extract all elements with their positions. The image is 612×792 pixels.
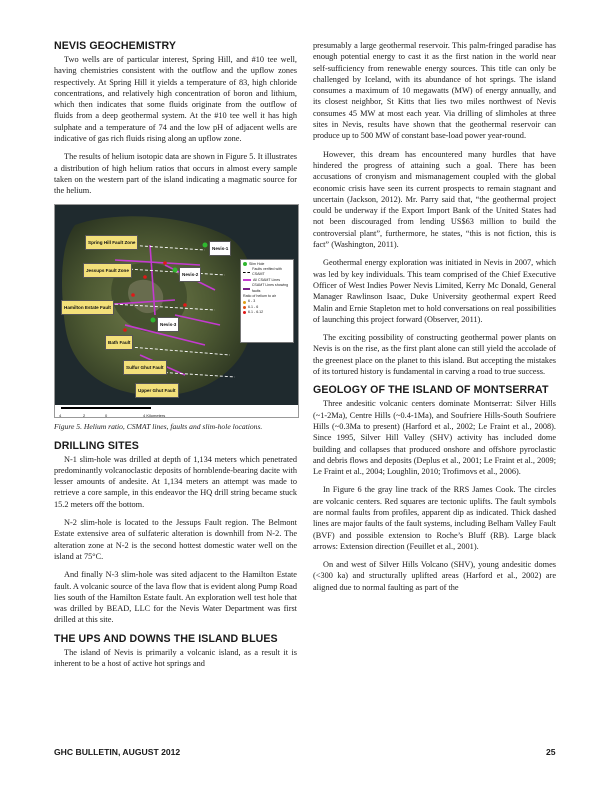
paragraph: Geothermal energy exploration was initiated in Nevis in 2007, which was led by key individuals. This team comprised of the Chief Executive Officer of West Indies Power Nevis Limited, Kerry Mc Donald, General Manager Rawlinson Isaac, Duke University geothermal expert Reed Malin and Ernie Stapleton met to hold conversations on real possibilities of launching this project forward (Observer, 2011). [313, 258, 556, 324]
label-spring-hill-fault-zone: Spring Hill Fault Zone [85, 235, 138, 250]
paragraph: Two wells are of particular interest, Spring Hill, and #10 tee well, having chemistries consistent with the outflow and the upflow zones respectively. At Spring Hill it yields a temperature of 83, high chloride concentrations, and relatively high concentration of boron and lithium, which then indicates that some fluids originate from the outflow of fluids from a deep geothermal system. At the #10 tee well it has high sulphate and a temperature of 74 and the low pH of adjacent wells are indicative of gas rich fluids rising along an upflow zone. [54, 55, 297, 144]
right-column [313, 40, 556, 600]
legend-item: Slim Hole [243, 262, 291, 267]
paragraph: N-1 slim-hole was drilled at depth of 1,134 meters which penetrated predominantly volcanoclastic deposits of hornblende-bearing dacite with lesser amounts of andesite. At 1,134 meters an attempt was made to retrieve a core sample, in this endeavor the HQ drill string became stuck 15.2 meters off the bottom. [54, 454, 297, 509]
paragraph: In Figure 6 the gray line track of the RRS James Cook. The circles are volcanic centers. Red squares are tectonic uplifts. The fault symbols are normal faults from profiles, apparent dip as indicated. Thick dashed lines are major faults of the fault systems, including Belham Valley Fault (BVF) and possible extension to Roche’s Bluff (RB). Large black arrows: Extension direction (Feuillet et al., 2001). [313, 485, 556, 551]
map-legend [240, 259, 294, 343]
map-scale-bar: 4 2 0 4 Kilometers [55, 405, 298, 417]
paragraph: And finally N-3 slim-hole was sited adjacent to the Hamilton Estate fault. A volcanic source of the lava flow that is evident along Pump Road lies south of the Hamilton Estate fault. An exploration well test hole that was drilled by BEAD, LLC for the Nevis Water Department was first drilled at this site. [54, 570, 297, 625]
page-number: 25 [546, 747, 556, 757]
left-column [54, 40, 297, 676]
legend-item: Ratio of helium to air [243, 294, 276, 298]
heading-geology-montserrat: GEOLOGY OF THE ISLAND OF MONTSERRAT [313, 384, 549, 397]
label-well-n1: Nevis-1 [209, 241, 231, 256]
figure-caption: Figure 5. Helium ratio, CSMAT lines, faults and slim-hole locations. [54, 421, 263, 431]
heading-nevis-geochemistry: NEVIS GEOCHEMISTRY [54, 40, 177, 52]
label-well-n2: Nevis-2 [179, 267, 201, 282]
footer-publication: GHC BULLETIN, AUGUST 2012 [54, 747, 181, 757]
paragraph: N-2 slim-hole is located to the Jessups Fault region. The Belmont Estate extensive area of sulfateric alteration is downhill from N-2. The alteration zone at N-2 is the second hottest domestic water well on the island at 75°C. [54, 518, 297, 561]
paragraph: The results of helium isotopic data are shown in Figure 5. It illustrates a distribution of high helium ratios that occurs in almost every sample taken on the western part of the island indicating a magmatic source for the helium. [54, 152, 297, 196]
legend-item: 6.1 - 6.12 [243, 310, 291, 315]
label-hamilton-estate-fault: Hamilton Estate Fault [61, 300, 114, 315]
legend-item: 6.1 - 6 [243, 305, 291, 310]
heading-ups-and-downs: THE UPS AND DOWNS THE ISLAND BLUES [54, 632, 278, 645]
paragraph: The exciting possibility of constructing geothermal power plants on Nevis is on the rise, as the first plant alone can still yield the accolade of the greenest place on the planet to this island. But accepting the mistakes of its tortured history is fundamental in carving a road to true success. [313, 333, 556, 377]
label-sulfur-ghut-fault: Sulfur Ghut Fault [123, 360, 167, 375]
paragraph: The island of Nevis is primarily a volcanic island, as a result it is inherent to be a host of active hot springs and [54, 647, 297, 669]
paragraph: However, this dream has encountered many hurdles that have hindered the progress of attaining such a goal. There has been accusations of cronyism and mismanagement coupled with the global economic crisis have seen its current prospects to remain stagnant and uncertain (Jackson, 2012). Mr. Parry said that, “the geothermal project could be underway if the Export Import Bank of the United States had not been discouraged from lending US$63 million to build the controversial plant”, furthermore, he states, “this is not fiction, this is fact” (Washington, 2011). [313, 149, 556, 250]
label-well-n3: Nevis-3 [157, 317, 179, 332]
legend-item: Faults verified with CSAMT [243, 267, 291, 278]
label-bath-fault: Bath Fault [105, 335, 133, 350]
label-jessups-fault-zone: Jessups Fault Zone [83, 263, 132, 278]
paragraph: presumably a large geothermal reservoir. This palm-fringed paradise has enough potential energy to cast it as the first nation in the world near self-sufficiency from renewable energy sources. This title can only be challenged by Iceland, with its abundance of hot springs. The island consumes a maximum of 10 megawatts (MW) of energy annually, and its closest neighbor, St Kitts that lies two miles northwest of Nevis consumes 45 MW at most each year. Via drilling of slimholes at three sites in Nevis, results have shown that the geothermal reservoir can produce up to 500 MW of constant base-load power year-round. [313, 41, 556, 141]
paragraph: On and west of Silver Hills Volcano (SHV), young andesitic domes (<300 ka) and structurally uplifted areas (Harford et al., 2002) are aligned due to normal faulting as part of the [313, 560, 556, 592]
label-upper-ghut-fault: Upper Ghut Fault [135, 383, 179, 398]
legend-item: 6 - 3 [243, 299, 291, 304]
paragraph: Three andesitic volcanic centers dominate Montserrat: Silver Hills (~1-2Ma), Centre Hills (~0.4-1Ma), and Soufriere Hills-South Soufriere Hills (~0.3Ma to present) (Harford et al., 2002; Le Fraint et al., 2008). Since 1995, Silver Hill Valley (SHV) activity has included dome building and collapses that produced onshore and offshore pyroclastic and debris flows and deposits (Deplus et al., 2001; Le Fraint et al., 2009; Le Fraint et al., 2004; Loughlin, 2010; Trofimovs et al., 2006). [313, 399, 556, 477]
figure-5-map [54, 204, 299, 418]
legend-item: CSAMT Lines showing faults [243, 283, 291, 294]
heading-drilling-sites: DRILLING SITES [54, 439, 139, 452]
legend-item: All CSAMT Lines [243, 278, 291, 283]
